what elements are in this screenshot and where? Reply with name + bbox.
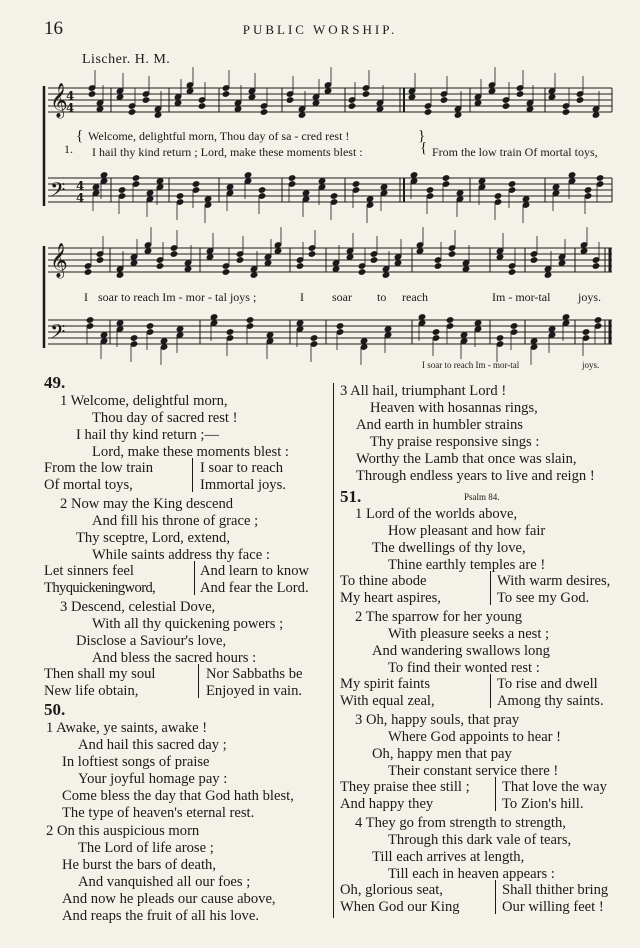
note-head	[96, 257, 104, 264]
verse-line: And reaps the fruit of all his love.	[62, 908, 259, 924]
note-head	[530, 338, 538, 345]
verse-line: Through endless years to live and reign !	[356, 468, 595, 484]
note-head	[176, 193, 184, 200]
verse-line: Thy praise responsive sings :	[370, 434, 540, 450]
note-head	[548, 94, 556, 101]
verse-line: 3 Descend, celestial Dove,	[60, 599, 216, 615]
note-head	[144, 248, 152, 255]
verse-line: And vanquished all our foes ;	[78, 874, 251, 890]
note-head	[210, 314, 218, 321]
note-head	[516, 91, 524, 98]
note-head	[274, 248, 282, 255]
verse-line: 3 All hail, triumphant Lord !	[340, 383, 507, 399]
note-head	[296, 320, 304, 327]
note-head	[382, 272, 390, 279]
verse-line: The dwellings of thy love,	[372, 540, 526, 556]
lyric-word: soar	[332, 290, 352, 304]
note-head	[184, 266, 192, 273]
verse-line: And earth in humbler strains	[356, 417, 523, 433]
verse-line: Come bless the day that God hath blest,	[62, 788, 294, 804]
note-head	[474, 320, 482, 327]
lyric-word: reach	[402, 290, 428, 304]
verse-line: In loftiest songs of praise	[62, 754, 210, 770]
running-title: PUBLIC WORSHIP.	[242, 22, 398, 37]
split-line-left: Let sinners feel	[44, 563, 134, 579]
verse-line: How pleasant and how fair	[388, 523, 546, 539]
verse-line: Heaven with hosannas rings,	[370, 400, 538, 416]
svg-text:4: 4	[76, 191, 85, 205]
split-line-right: With warm desires,	[497, 573, 611, 589]
note-head	[584, 187, 592, 194]
note-head	[318, 178, 326, 185]
note-head	[116, 94, 124, 101]
note-head	[302, 190, 310, 197]
split-line-left: From the low train	[44, 460, 154, 476]
note-head	[548, 326, 556, 333]
note-head	[288, 175, 296, 182]
note-head	[154, 112, 162, 119]
note-head	[332, 266, 340, 273]
note-head	[508, 181, 516, 188]
verse-line: Disclose a Saviour's love,	[76, 633, 227, 649]
note-head	[496, 254, 504, 261]
note-head	[266, 332, 274, 339]
bass-lyric-end: joys.	[582, 360, 600, 370]
note-head	[146, 190, 154, 197]
verse-line: Through this dark vale of tears,	[388, 832, 572, 848]
split-line-left: They praise thee still ;	[340, 779, 470, 795]
note-head	[426, 187, 434, 194]
note-head	[440, 97, 448, 104]
bass-clef-icon: 𝄢	[50, 178, 66, 206]
verse-line: 1 Awake, ye saints, awake !	[46, 720, 208, 736]
divider	[198, 664, 199, 698]
divider	[194, 561, 195, 595]
note-head	[434, 263, 442, 270]
verse-line: 2 The sparrow for her young	[355, 609, 523, 625]
note-head	[454, 112, 462, 119]
note-head	[348, 103, 356, 110]
verse-line: While saints address thy face :	[92, 547, 270, 563]
verse-line: The Lord of life arose ;	[78, 840, 214, 856]
note-head	[160, 338, 168, 345]
note-head	[116, 272, 124, 279]
verse-line: 4 They go from strength to strength,	[355, 815, 566, 831]
note-head	[592, 112, 600, 119]
note-head	[130, 260, 138, 267]
note-head	[250, 272, 258, 279]
verse-line: 1 Lord of the worlds above,	[355, 506, 518, 522]
note-head	[432, 329, 440, 336]
note-head	[226, 329, 234, 336]
note-head	[346, 254, 354, 261]
verse-line: Their constant service there !	[388, 763, 559, 779]
lyric-word: to	[377, 290, 387, 304]
note-head	[100, 332, 108, 339]
note-head	[352, 181, 360, 188]
note-head	[362, 91, 370, 98]
note-head	[206, 254, 214, 261]
note-head	[310, 335, 318, 342]
note-head	[226, 184, 234, 191]
bass-lyric: I soar to reach Im - mor-tal	[422, 360, 520, 370]
note-head	[248, 94, 256, 101]
note-head	[508, 269, 516, 276]
split-line-right: Enjoyed in vain.	[206, 683, 303, 699]
split-line-right: To see my God.	[497, 590, 590, 606]
note-head	[130, 335, 138, 342]
split-line-left: With equal zeal,	[340, 693, 435, 709]
note-head	[260, 109, 268, 116]
divider	[495, 880, 496, 914]
note-head	[510, 323, 518, 330]
lyric-line-2: I hail thy kind return ; Lord, make these moments blest :	[92, 145, 363, 159]
split-line-right: That love the way	[502, 779, 607, 795]
note-head	[176, 326, 184, 333]
treble-clef-icon: 𝄞	[50, 243, 68, 278]
split-line-right: And fear the Lord.	[200, 580, 309, 596]
note-head	[222, 91, 230, 98]
svg-text:4: 4	[76, 179, 85, 193]
note-head	[156, 178, 164, 185]
split-line-right: And learn to know	[200, 563, 310, 579]
hymn-number: 50.	[44, 700, 66, 719]
note-head	[462, 266, 470, 273]
lyric-word: I	[300, 290, 304, 304]
note-head	[580, 248, 588, 255]
verse-line: With pleasure seeks a nest ;	[388, 626, 550, 642]
bass-clef-icon: 𝄢	[50, 320, 66, 348]
note-head	[582, 329, 590, 336]
verse-line: Till each arrives at length,	[372, 849, 525, 865]
note-head	[298, 112, 306, 119]
note-head	[192, 181, 200, 188]
verse-line: The type of heaven's eternal rest.	[62, 805, 255, 821]
note-head	[488, 88, 496, 95]
note-head	[418, 314, 426, 321]
note-head	[558, 260, 566, 267]
note-head	[96, 106, 104, 113]
note-head	[530, 257, 538, 264]
split-line-left: Then shall my soul	[44, 666, 156, 682]
note-head	[366, 196, 374, 203]
divider	[192, 458, 193, 492]
brace-right-2: {	[420, 140, 428, 156]
split-line-left: Of mortal toys,	[44, 477, 133, 493]
divider	[490, 674, 491, 708]
verse-line: With all thy quickening powers ;	[92, 616, 284, 632]
note-head	[494, 193, 502, 200]
hymn-number: 49.	[44, 373, 66, 392]
verse-line: And hail this sacred day ;	[78, 737, 227, 753]
split-line-left: My heart aspires,	[340, 590, 441, 606]
note-head	[204, 196, 212, 203]
note-head	[424, 109, 432, 116]
note-head	[592, 263, 600, 270]
split-line-right: Shall thither bring	[502, 882, 609, 898]
note-head	[186, 88, 194, 95]
note-head	[170, 251, 178, 258]
note-head	[174, 100, 182, 107]
verse-line: Lord, make these moments blest :	[92, 444, 289, 460]
note-head	[264, 260, 272, 267]
split-line-right: Our willing feet !	[502, 899, 604, 915]
note-head	[146, 323, 154, 330]
lyric-word: joys.	[578, 290, 602, 304]
verse-line: 2 On this auspicious morn	[46, 823, 200, 839]
split-line-left: When God our King	[340, 899, 460, 915]
note-head	[286, 97, 294, 104]
verse-line: Thy sceptre, Lord, extend,	[76, 530, 230, 546]
note-head	[544, 272, 552, 279]
note-head	[596, 175, 604, 182]
note-head	[308, 251, 316, 258]
note-head	[522, 196, 530, 203]
brace-left: {	[76, 128, 84, 144]
note-head	[234, 106, 242, 113]
note-head	[370, 257, 378, 264]
note-head	[198, 103, 206, 110]
verse-line: I hail thy kind return ;—	[76, 427, 220, 443]
note-head	[380, 184, 388, 191]
verse-line: Thine earthly temples are !	[388, 557, 546, 573]
note-head	[448, 251, 456, 258]
verse-line: 2 Now may the King descend	[60, 496, 234, 512]
note-head	[456, 190, 464, 197]
note-head	[246, 317, 254, 324]
verse-line: And bless the sacred hours :	[92, 650, 257, 666]
note-head	[478, 178, 486, 185]
verse-line: And now he pleads our cause above,	[62, 891, 276, 907]
lyric-line-1: Welcome, delightful morn, Thou day of sa - cred rest !	[88, 129, 350, 143]
note-head	[100, 172, 108, 179]
split-line-right: Immortal joys.	[200, 477, 286, 493]
verse-line: Oh, happy men that pay	[372, 746, 512, 762]
verse-line: To find their wonted rest :	[388, 660, 540, 676]
note-head	[376, 106, 384, 113]
verse-line: Where God appoints to hear !	[388, 729, 562, 745]
note-head	[410, 172, 418, 179]
split-line-right: I soar to reach	[200, 460, 284, 476]
split-line-left: Oh, glorious seat,	[340, 882, 443, 898]
note-head	[86, 317, 94, 324]
split-line-right: Nor Sabbaths be	[206, 666, 303, 682]
hymn-number: 51.	[340, 487, 362, 506]
split-line-right: To Zion's hill.	[502, 796, 584, 812]
page-number: 16	[44, 18, 63, 39]
note-head	[142, 97, 150, 104]
note-head	[236, 257, 244, 264]
lyric-word: I	[84, 290, 88, 304]
note-head	[526, 106, 534, 113]
note-head	[244, 172, 252, 179]
split-line-right: Among thy saints.	[497, 693, 604, 709]
lyric-line-3: From the low train Of mortal toys,	[432, 145, 598, 159]
note-head	[324, 88, 332, 95]
verse-line: Thou day of sacred rest !	[92, 410, 238, 426]
note-head	[576, 97, 584, 104]
split-line-left: My spirit faints	[340, 676, 430, 692]
split-line-left: New life obtain,	[44, 683, 139, 699]
note-head	[562, 109, 570, 116]
psalm-reference: Psalm 84.	[464, 492, 500, 502]
note-head	[92, 184, 100, 191]
verse-marker: 1.	[64, 142, 73, 156]
note-head	[118, 187, 126, 194]
note-head	[336, 323, 344, 330]
note-head	[84, 269, 92, 276]
divider	[495, 777, 496, 811]
note-head	[460, 332, 468, 339]
note-head	[474, 100, 482, 107]
tune-name: Lischer. H. M.	[82, 52, 171, 67]
note-head	[384, 326, 392, 333]
lyric-word: Im - mor-tal	[492, 290, 551, 304]
verse-line: He burst the bars of death,	[62, 857, 216, 873]
note-head	[222, 269, 230, 276]
note-head	[394, 260, 402, 267]
note-head	[296, 263, 304, 270]
note-head	[446, 317, 454, 324]
note-head	[258, 187, 266, 194]
music-score	[0, 0, 640, 380]
note-head	[502, 103, 510, 110]
note-head	[442, 175, 450, 182]
brace-right: }	[418, 128, 426, 144]
split-line-left: Thyquickeningword,	[44, 580, 156, 596]
note-head	[360, 338, 368, 345]
note-head	[416, 248, 424, 255]
note-head	[132, 175, 140, 182]
staff-treble-2	[48, 248, 612, 272]
note-head	[88, 91, 96, 98]
note-head	[496, 335, 504, 342]
split-line-right: To rise and dwell	[497, 676, 598, 692]
note-head	[156, 263, 164, 270]
note-head	[358, 269, 366, 276]
verse-line: Till each in heaven appears :	[388, 866, 555, 882]
note-head	[552, 184, 560, 191]
verse-line: Worthy the Lamb that once was slain,	[356, 451, 577, 467]
lyric-word: soar to reach Im - mor - tal joys ;	[98, 290, 257, 304]
verse-line: 3 Oh, happy souls, that pray	[355, 712, 520, 728]
column-divider	[333, 383, 334, 918]
verse-line: And wandering swallows long	[372, 643, 550, 659]
svg-text:4: 4	[66, 89, 75, 103]
svg-text:4: 4	[66, 101, 75, 115]
note-head	[562, 314, 570, 321]
treble-clef-icon: 𝄞	[50, 83, 68, 118]
divider	[490, 571, 491, 605]
note-head	[568, 172, 576, 179]
note-head	[128, 109, 136, 116]
note-head	[594, 317, 602, 324]
verse-line: And fill his throne of grace ;	[92, 513, 259, 529]
verse-line: Your joyful homage pay :	[78, 771, 228, 787]
note-head	[408, 94, 416, 101]
note-head	[330, 193, 338, 200]
note-head	[312, 100, 320, 107]
split-line-left: And happy they	[340, 796, 434, 812]
verse-line: 1 Welcome, delightful morn,	[60, 393, 228, 409]
note-head	[116, 320, 124, 327]
split-line-left: To thine abode	[340, 573, 427, 589]
